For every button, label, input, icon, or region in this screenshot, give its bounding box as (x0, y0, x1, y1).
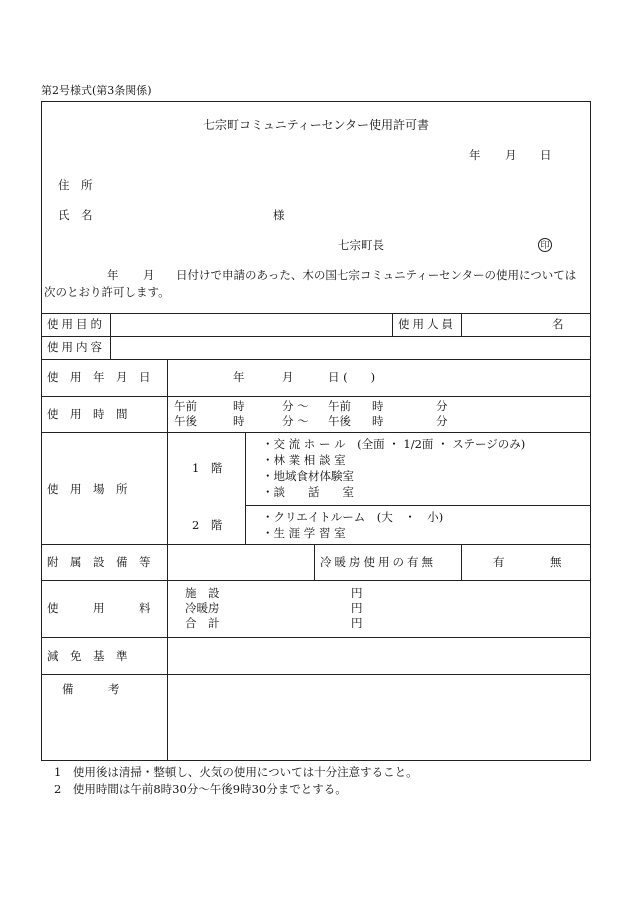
content-label: 使用内容 (47, 340, 105, 354)
content-field[interactable] (112, 338, 589, 357)
fee-item-unit: 円 (351, 586, 363, 600)
name-label: 氏 名 (58, 208, 93, 222)
address-label: 住 所 (58, 178, 93, 192)
time-pm-start: 午後 (174, 414, 197, 428)
intro-line2: 次のとおり許可します。 (44, 285, 170, 299)
note-item: 2 使用時間は午前8時30分〜午後9時30分までとする。 (54, 782, 347, 796)
use-date-month: 月 (282, 370, 294, 384)
remarks-field[interactable] (169, 676, 589, 759)
time-am-hour2: 時 (372, 399, 384, 413)
fee-item-unit: 円 (351, 601, 363, 615)
date-month-label: 月 (505, 148, 517, 162)
time-pm-end: 午後 (328, 414, 351, 428)
hvac-label: 冷暖房使用の有無 (320, 555, 436, 569)
fee-item-name: 合 計 (185, 616, 220, 630)
hvac-no-option[interactable]: 無 (550, 555, 562, 569)
date-day-label: 日 (540, 148, 552, 162)
floor-1-item[interactable]: ・交 流 ホ ー ル (全面 ・ 1/2面 ・ ステージのみ) (262, 437, 526, 451)
floor-1-item[interactable]: ・地域食材体験室 (262, 469, 354, 483)
exemption-field[interactable] (169, 639, 589, 672)
remarks-label: 備 考 (62, 682, 120, 696)
purpose-label: 使用目的 (47, 317, 105, 331)
floor-1-label: 1 階 (192, 461, 223, 475)
time-pm-hour: 時 (233, 414, 245, 428)
time-pm-minute2: 分 (436, 414, 448, 428)
time-am-end: 午前 (328, 399, 351, 413)
time-am-hour: 時 (233, 399, 245, 413)
purpose-field[interactable] (112, 315, 390, 334)
note-item: 1 使用後は清掃・整頓し、火気の使用については十分注意すること。 (54, 765, 418, 779)
persons-label: 使用人員 (398, 317, 456, 331)
hvac-yes-option[interactable]: 有 (493, 555, 505, 569)
floor-2-item[interactable]: ・クリエイトルーム (大 ・ 小) (262, 510, 444, 524)
exemption-label: 減 免 基 準 (47, 649, 128, 663)
floor-2-item[interactable]: ・生 涯 学 習 室 (262, 526, 346, 540)
fee-item-name: 施 設 (185, 586, 220, 600)
persons-unit: 名 (552, 317, 564, 331)
time-pm-hour2: 時 (372, 414, 384, 428)
floor-2-label: 2 階 (192, 518, 223, 532)
equipment-field[interactable] (169, 546, 312, 578)
use-date-label: 使 用 年 月 日 (47, 370, 151, 384)
use-date-year: 年 (233, 370, 245, 384)
form-reference: 第2号様式(第3条関係) (41, 84, 152, 97)
use-date-day: 日 ( ) (328, 370, 376, 384)
fee-item-unit: 円 (351, 616, 363, 630)
equipment-label: 附 属 設 備 等 (47, 555, 151, 569)
time-am-minute2: 分 (436, 399, 448, 413)
intro-month: 月 (143, 268, 155, 282)
floor-1-item[interactable]: ・林 業 相 談 室 (262, 453, 346, 467)
persons-field[interactable] (463, 315, 543, 334)
fee-item-name: 冷暖房 (185, 601, 220, 615)
seal-mark: 印 (538, 238, 552, 252)
time-am-minute: 分 〜 (282, 399, 309, 413)
floor-1-item[interactable]: ・談 話 室 (262, 485, 354, 499)
time-am-start: 午前 (174, 399, 197, 413)
use-time-label: 使 用 時 間 (47, 407, 128, 421)
intro-line1: 日付けで申請のあった、木の国七宗コミュニティーセンターの使用については (176, 268, 577, 282)
honorific: 様 (273, 208, 285, 222)
issuer-name: 七宗町長 (338, 238, 384, 252)
intro-year: 年 (107, 268, 119, 282)
date-year-label: 年 (469, 148, 481, 162)
document-title: 七宗町コミュニティーセンター使用許可書 (202, 118, 430, 132)
use-place-label: 使 用 場 所 (47, 482, 128, 496)
time-pm-minute: 分 〜 (282, 414, 309, 428)
fee-label: 使 用 料 (47, 601, 151, 615)
